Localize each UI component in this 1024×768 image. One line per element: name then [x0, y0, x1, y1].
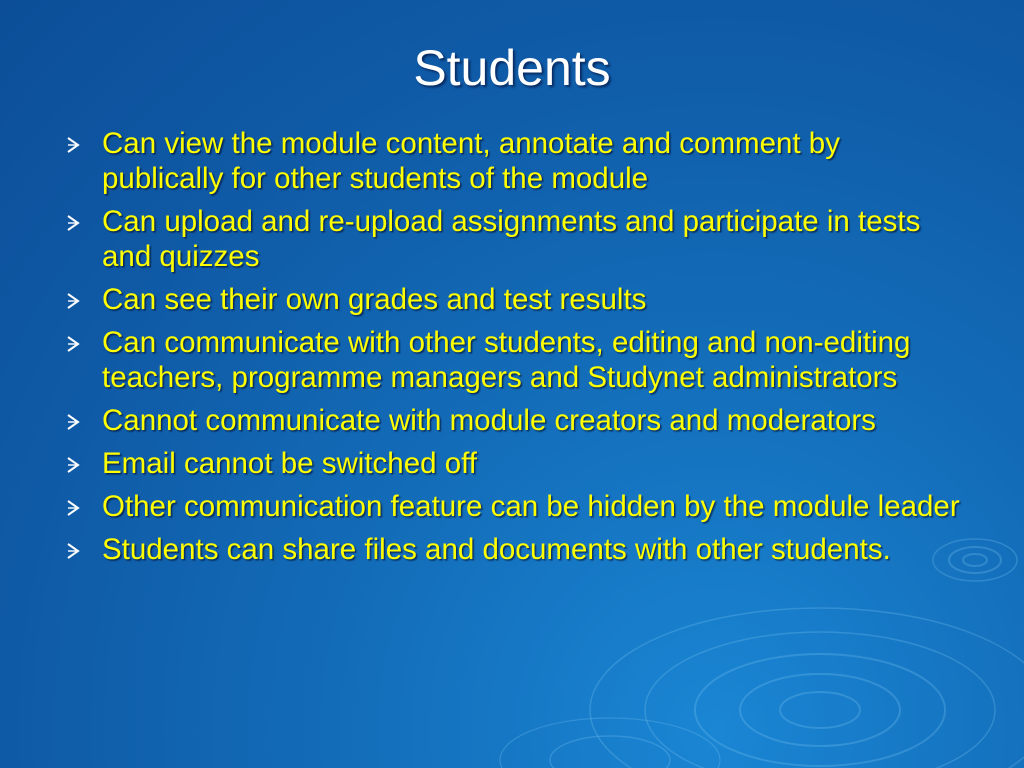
bullet-item: [62, 489, 962, 524]
bullet-item: [62, 282, 962, 317]
bullet-item: [62, 532, 962, 567]
arrowhead-bullet-icon: [64, 334, 84, 354]
bullet-item: [62, 325, 962, 395]
arrowhead-bullet-icon: [64, 412, 84, 432]
bullet-text: Can upload and re-upload assignments and participate in tests and quizzes: [102, 205, 921, 273]
bullet-text: Cannot communicate with module creators and moderators: [102, 404, 876, 437]
bullet-list: [62, 126, 962, 575]
arrowhead-bullet-icon: [64, 213, 84, 233]
bullet-item: [62, 126, 962, 196]
bullet-text: Email cannot be switched off: [102, 447, 477, 480]
bullet-text: Can see their own grades and test results: [102, 283, 647, 316]
bullet-text: Other communication feature can be hidden by the module leader: [102, 490, 960, 523]
arrowhead-bullet-icon: [64, 541, 84, 561]
arrowhead-bullet-icon: [64, 135, 84, 155]
slide-title: Students: [413, 40, 611, 96]
bullet-item: [62, 204, 962, 274]
arrowhead-bullet-icon: [64, 291, 84, 311]
bullet-text: Students can share files and documents with other students.: [102, 533, 891, 566]
bullet-item: [62, 403, 962, 438]
bullet-text: Can communicate with other students, editing and non-editing teachers, programme managers and Studynet administrators: [102, 326, 911, 394]
arrowhead-bullet-icon: [64, 455, 84, 475]
arrowhead-bullet-icon: [64, 498, 84, 518]
bullet-item: [62, 446, 962, 481]
bullet-text: Can view the module content, annotate and comment by publically for other students of the module: [102, 127, 840, 195]
